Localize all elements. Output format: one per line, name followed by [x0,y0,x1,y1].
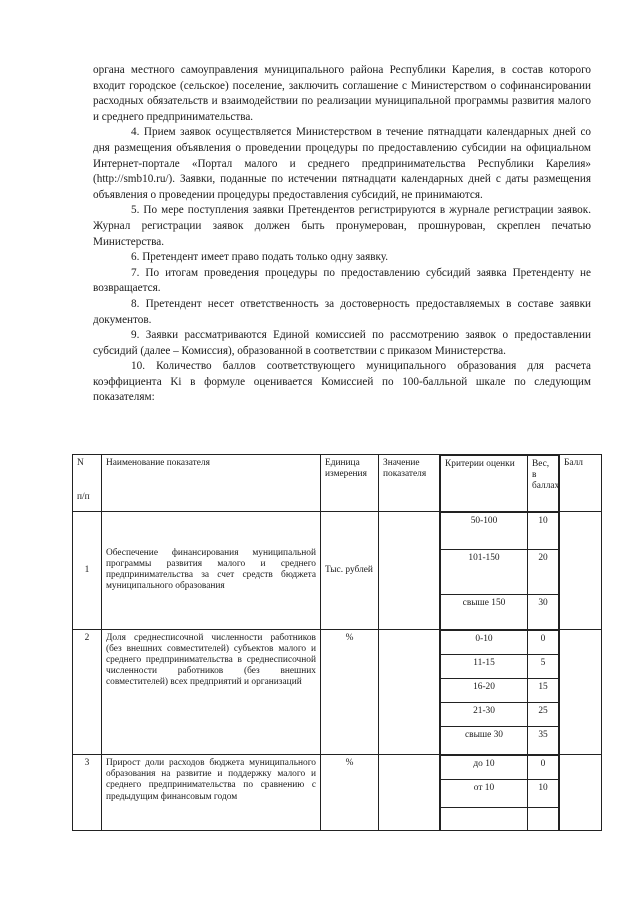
paragraph-item-6: 6. Претендент имеет право подать только одну заявку. [131,251,389,264]
criteria-weight: 0 [528,756,559,780]
criteria-range: 16-20 [441,678,528,702]
row-criteria [440,629,560,755]
table-header-row [73,455,602,512]
table-row [73,512,602,630]
criteria-range: от 10 [441,780,528,808]
row-unit: Тыс. рублей [321,512,379,630]
header-unit: Единица измерения [321,455,379,512]
criteria-weight: 35 [528,726,559,754]
table-row [73,629,602,755]
criteria-range: свыше 30 [441,726,528,754]
header-num: N п/п [73,455,102,512]
row-unit: % [321,629,379,755]
row-value [379,755,440,831]
row-name: Прирост доли расходов бюджета муниципального образования на развитие и поддержку малого и среднего предпринимательства по сравнению с предыдущим финансовым годом [102,755,321,831]
paragraph-item-4: 4. Прием заявок осуществляется Министерством в течение пятнадцати календарных дней со дня размещения объявления о проведении процедуры по предоставлению субсидии на официальном Интернет-портале «Портал малого и среднего предпринимательства Республики Карелия» (http://smb10.ru/). Заявки, поданные по истечении пятнадцати календарных дней с даты размещения объявления о проведении процедуры предоставления субсидий, не принимаются. [93,126,591,201]
header-name: Наименование показателя [102,455,321,512]
row-num: 3 [73,755,102,831]
criteria-weight: 5 [528,654,559,678]
criteria-weight: 10 [528,780,559,808]
header-criteria: Критерии оценки [441,456,528,512]
criteria-range: 0-10 [441,630,528,654]
row-name: Доля среднесписочной численности работников (без внешних совместителей) субъектов малого и среднего предпринимательства в среднесписочной численности работников (без внешних совместителей) всех предприятий и организаций [102,629,321,755]
header-criteria-weight [440,455,560,512]
row-score [560,755,602,831]
row-num: 2 [73,629,102,755]
table-row [73,755,602,831]
row-score [560,512,602,630]
criteria-range: 21-30 [441,702,528,726]
paragraph-item-8: 8. Претендент несет ответственность за достоверность предоставляемых в составе заявки документов. [93,297,591,326]
row-num: 1 [73,512,102,630]
criteria-table [72,454,602,831]
criteria-range: 11-15 [441,654,528,678]
criteria-weight [528,808,559,830]
row-criteria [440,512,560,630]
row-unit: % [321,755,379,831]
row-value [379,512,440,630]
paragraph-item-7: 7. По итогам проведения процедуры по предоставлению субсидий заявка Претенденту не возвращается. [93,266,591,295]
header-weight: Вес, в баллах [528,456,559,512]
criteria-range: свыше 150 [441,595,528,629]
criteria-weight: 25 [528,702,559,726]
row-name: Обеспечение финансирования муниципальной программы развития малого и среднего предпринимательства за счет средств бюджета муниципального образования [102,512,321,630]
criteria-range: 50-100 [441,513,528,550]
row-criteria [440,755,560,831]
criteria-weight: 20 [528,550,559,595]
row-value [379,629,440,755]
criteria-range: 101-150 [441,550,528,595]
criteria-range: до 10 [441,756,528,780]
paragraph-item-10: 10. Количество баллов соответствующего муниципального образования для расчета коэффициента Ki в формуле оценивается Комиссией по 100-балльной шкале по следующим показателям: [93,360,591,404]
paragraph-item-5: 5. По мере поступления заявки Претендентов регистрируются в журнале регистрации заявок. Журнал регистрации заявок должен быть пронумерован, прошнурован, скреплен печатью Министерства. [93,204,591,248]
header-score: Балл [560,455,602,512]
paragraph-item-9: 9. Заявки рассматриваются Единой комиссией по рассмотрению заявок о предоставлении субсидий (далее – Комиссия), образованной в соответствии с приказом Министерства. [93,329,591,357]
header-value: Значение показателя [379,455,440,512]
paragraph-block [93,63,591,406]
paragraph-continuation: органа местного самоуправления муниципального района Республики Карелия, в состав которого входит городское (сельское) поселение, заключить соглашение с Министерством о софинансировании расходных обязательств и взаимодействии по реализации муниципальной программы развития малого и среднего предпринимательства. [93,64,591,123]
criteria-weight: 10 [528,513,559,550]
criteria-weight: 30 [528,595,559,629]
criteria-weight: 15 [528,678,559,702]
criteria-range [441,808,528,830]
row-score [560,629,602,755]
criteria-weight: 0 [528,630,559,654]
